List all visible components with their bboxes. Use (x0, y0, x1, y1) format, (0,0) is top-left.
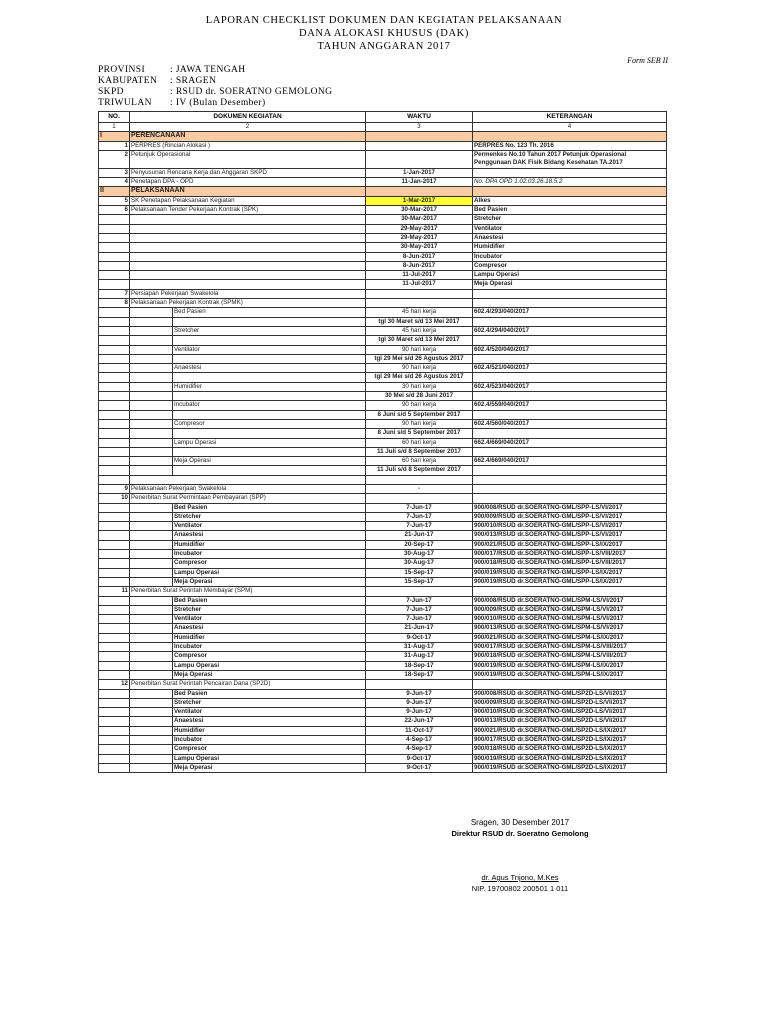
table-row: 1 PERPRES (Rincian Alokasi ) PERPRES No. 123 Th. 2016 (99, 141, 667, 150)
table-row: Incubator 30-Aug-17 900/017/RSUD dr.SOERATNO-GML/SPP-LS/VIII/2017 (99, 550, 667, 559)
table-row: 12 Penerbitan Surat Perintah Pencairan Dana (SP2D) (99, 680, 667, 689)
table-row: 29-May-2017 Anaestesi (99, 233, 667, 242)
table-row: Lampu Operasi 60 hari kerja 662.4/669/040/2017 (99, 438, 667, 447)
table-row: Ventilator 7-Jun-17 900/010/RSUD dr.SOERATNO-GML/SPP-LS/VI/2017 (99, 522, 667, 531)
table-row: Stretcher 7-Jun-17 900/009/RSUD dr.SOERATNO-GML/SPP-LS/VI/2017 (99, 512, 667, 521)
table-row: Lampu Operasi 15-Sep-17 900/019/RSUD dr.SOERATNO-GML/SPP-LS/IX/2017 (99, 568, 667, 577)
table-row: 10 Penerbitan Surat Permintaan Pembayaran (SPP) (99, 494, 667, 503)
table-row: 30 Mei s/d 28 Juni 2017 (99, 392, 667, 401)
info-skpd: SKPD : RSUD dr. SOERATNO GEMOLONG (98, 87, 333, 97)
table-row: 8 Juni s/d 5 September 2017 (99, 429, 667, 438)
table-row: Anaestesi 21-Jun-17 900/013/RSUD dr.SOERATNO-GML/SPM-LS/VI/2017 (99, 624, 667, 633)
signature-position: Direktur RSUD dr. Soeratno Gemolong (451, 829, 589, 838)
highlighted-date: 1-Mar-2017 (366, 196, 473, 205)
table-row: Ventilator 7-Jun-17 900/010/RSUD dr.SOERATNO-GML/SPM-LS/VI/2017 (99, 615, 667, 624)
table-row: Lampu Operasi 18-Sep-17 900/019/RSUD dr.SOERATNO-GML/SPM-LS/IX/2017 (99, 661, 667, 670)
signature-nip: NIP. 19700802 200501 1 011 (471, 884, 569, 893)
table-row: 5 SK Penetapan Pelaksanaan Kegiatan 1-Mar-2017 Alkes (99, 196, 667, 205)
info-block (98, 65, 332, 109)
table-subheader: 1 2 3 4 (99, 123, 667, 132)
info-kabupaten: KABUPATEN : SRAGEN (98, 76, 217, 86)
table-row: Stretcher 45 hari kerja 602.4/294/040/2017 (99, 326, 667, 335)
table-row: Incubator 90 hari kerja 602.4/559/040/2017 (99, 401, 667, 410)
table-row: 8 Pelaksanaan Pekerjaan Kontrak (SPMK) (99, 299, 667, 308)
table-row: Stretcher 7-Jun-17 900/009/RSUD dr.SOERATNO-GML/SPM-LS/VI/2017 (99, 605, 667, 614)
table-row: 8 Juni s/d 5 September 2017 (99, 410, 667, 419)
table-row: Lampu Operasi 9-Oct-17 900/019/RSUD dr.SOERATNO-GML/SP2D-LS/IX/2017 (99, 754, 667, 763)
form-code: Form SEB II (627, 56, 668, 65)
table-row: 30-Mar-2017 Stretcher (99, 215, 667, 224)
table-row: tgl 30 Maret s/d 13 Mei 2017 (99, 336, 667, 345)
table-row: Compresor 30-Aug-17 900/018/RSUD dr.SOERATNO-GML/SPP-LS/VIII/2017 (99, 559, 667, 568)
header-keterangan: KETERANGAN (473, 112, 667, 123)
table-row: Bed Pasien 7-Jun-17 900/008/RSUD dr.SOERATNO-GML/SPP-LS/VI/2017 (99, 503, 667, 512)
header-waktu: WAKTU (366, 112, 473, 123)
table-row: Incubator 4-Sep-17 900/017/RSUD dr.SOERATNO-GML/SP2D-LS/IX/2017 (99, 736, 667, 745)
table-row: 11 Juli s/d 8 September 2017 (99, 447, 667, 456)
report-subtitle: DANA ALOKASI KHUSUS (DAK) (299, 28, 469, 39)
signature-place-date: Sragen, 30 Desember 2017 (470, 818, 570, 827)
table-row: 6 Pelaksanaan Tender Pekerjaan Kontrak (SPK) 30-Mar-2017 Bed Pasien (99, 206, 667, 215)
table-row: Incubator 31-Aug-17 900/017/RSUD dr.SOERATNO-GML/SPM-LS/VIII/2017 (99, 643, 667, 652)
table-row: Humidifier 9-Oct-17 900/021/RSUD dr.SOERATNO-GML/SPM-LS/IX/2017 (99, 633, 667, 642)
table-header (99, 112, 667, 123)
table-row: 11-Jul-2017 Lampu Operasi (99, 271, 667, 280)
table-row: Compresor 31-Aug-17 900/018/RSUD dr.SOERATNO-GML/SPM-LS/VIII/2017 (99, 652, 667, 661)
table-row: Humidifier 11-Oct-17 900/021/RSUD dr.SOERATNO-GML/SP2D-LS/IX/2017 (99, 726, 667, 735)
table-row: Bed Pasien 45 hari kerja 602.4/293/040/2017 (99, 308, 667, 317)
header-no: NO. (99, 112, 130, 123)
header-dokumen: DOKUMEN KEGIATAN (130, 112, 366, 123)
table-row: tgl 29 Mei s/d 26 Agustus 2017 (99, 354, 667, 363)
table-row (99, 475, 667, 484)
table-row: Anaestesi 21-Jun-17 900/013/RSUD dr.SOERATNO-GML/SPP-LS/VI/2017 (99, 531, 667, 540)
table-row: Bed Pasien 7-Jun-17 900/008/RSUD dr.SOERATNO-GML/SPM-LS/VI/2017 (99, 596, 667, 605)
table-row: 29-May-2017 Ventilator (99, 224, 667, 233)
table-row: 3 Penyusunan Rencana Kerja dan Anggaran SKPD 1-Jan-2017 (99, 168, 667, 177)
table-row: Meja Operasi 18-Sep-17 900/019/RSUD dr.SOERATNO-GML/SPM-LS/IX/2017 (99, 670, 667, 679)
signature-name: dr. Agus Trijono, M.Kes (481, 873, 559, 882)
table-row: 11 Penerbitan Surat Perintah Membayar (SPM) (99, 587, 667, 596)
report-year: TAHUN ANGGARAN 2017 (317, 41, 451, 52)
table-row: Anaestesi 90 hari kerja 602.4/521/040/2017 (99, 364, 667, 373)
table-row: Ventilator 9-Jun-17 900/010/RSUD dr.SOERATNO-GML/SP2D-LS/VI/2017 (99, 708, 667, 717)
table-row: Meja Operasi 60 hari kerja 662.4/669/040/2017 (99, 457, 667, 466)
table-row: Compresor 90 hari kerja 602.4/560/040/2017 (99, 419, 667, 428)
table-row: tgl 29 Mei s/d 26 Agustus 2017 (99, 373, 667, 382)
table-row: Ventilator 90 hari kerja 602.4/520/040/2017 (99, 345, 667, 354)
table-row: Bed Pasien 9-Jun-17 900/008/RSUD dr.SOERATNO-GML/SP2D-LS/VI/2017 (99, 689, 667, 698)
table-row: Humidifier 30 hari kerja 602.4/523/040/2017 (99, 382, 667, 391)
table-row: 2 Petunjuk Operasional Permenkes No.10 Tahun 2017 Petunjuk Operasional Penggunaan DAK Fisik Bidang Kesehatan TA.2017 (99, 150, 667, 168)
table-row: 7 Persiapan Pekerjaan Swakelola (99, 289, 667, 298)
table-row: Meja Operasi 9-Oct-17 900/019/RSUD dr.SOERATNO-GML/SP2D-LS/IX/2017 (99, 763, 667, 772)
table-row: 11-Jul-2017 Meja Operasi (99, 280, 667, 289)
table-row: Stretcher 9-Jun-17 900/009/RSUD dr.SOERATNO-GML/SP2D-LS/VI/2017 (99, 698, 667, 707)
table-row: Anaestesi 22-Jun-17 900/013/RSUD dr.SOERATNO-GML/SP2D-LS/VI/2017 (99, 717, 667, 726)
table-row: 30-May-2017 Humidifier (99, 243, 667, 252)
table-row: 9 Pelaksanaan Pekerjaan Swakelola - (99, 484, 667, 493)
table-row: 11 Juli s/d 8 September 2017 (99, 466, 667, 475)
table-row: 8-Jun-2017 Compresor (99, 261, 667, 270)
table-row: tgl 30 Maret s/d 13 Mei 2017 (99, 317, 667, 326)
table-row: Compresor 4-Sep-17 900/018/RSUD dr.SOERATNO-GML/SP2D-LS/IX/2017 (99, 745, 667, 754)
table-row: Meja Operasi 15-Sep-17 900/019/RSUD dr.SOERATNO-GML/SPP-LS/IX/2017 (99, 577, 667, 586)
table-row: Humidifier 20-Sep-17 900/021/RSUD dr.SOERATNO-GML/SPP-LS/IX/2017 (99, 540, 667, 549)
table-row: 4 Penetapan DPA - OPD 11-Jan-2017 No. DPA OPD 1.02.03.26.18.5.2 (99, 178, 667, 187)
info-provinsi: PROVINSI : JAWA TENGAH (98, 65, 246, 75)
report-title: LAPORAN CHECKLIST DOKUMEN DAN KEGIATAN PELAKSANAAN (205, 15, 563, 26)
info-triwulan: TRIWULAN : IV (Bulan Desember) (98, 98, 266, 108)
section-perencanaan: I PERENCANAAN (99, 132, 667, 141)
section-pelaksanaan: II PELAKSANAAN (99, 187, 667, 196)
table-row: 8-Jun-2017 Incubator (99, 252, 667, 261)
checklist-table (98, 111, 667, 773)
